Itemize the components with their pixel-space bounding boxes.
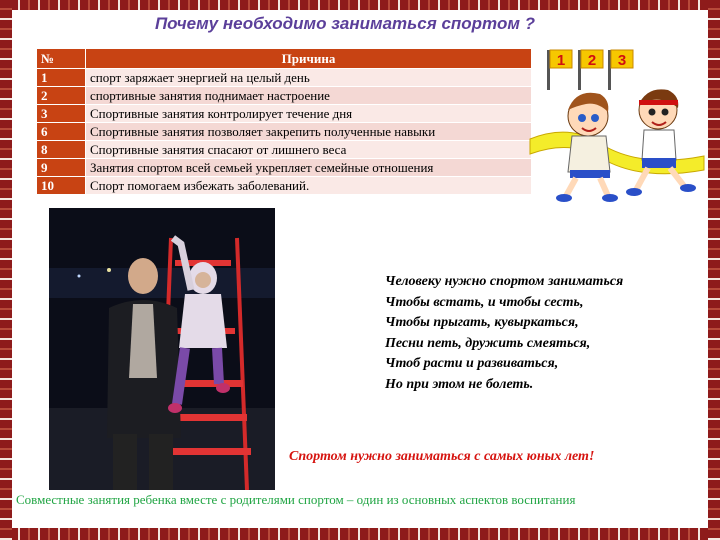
running-kids-illustration	[528, 44, 706, 204]
row-num: 1	[37, 69, 86, 87]
row-num: 6	[37, 123, 86, 141]
border-bottom	[0, 528, 720, 540]
reasons-table	[36, 48, 532, 195]
border-left	[0, 0, 12, 540]
border-right	[708, 0, 720, 540]
row-reason: Занятия спортом всей семьей укрепляет семейные отношения	[86, 159, 532, 177]
row-reason: Спорт помогаем избежать заболеваний.	[86, 177, 532, 195]
poem-line: Чтобы встать, и чтобы сесть,	[385, 294, 584, 310]
flag-3	[608, 50, 633, 90]
table-row	[37, 123, 532, 141]
row-reason: спортивные занятия поднимает настроение	[86, 87, 532, 105]
poem-line: Чтоб расти и развиваться,	[385, 356, 559, 371]
poem-line: Чтобы прыгать, кувыркаться,	[385, 315, 579, 330]
header-reason: Причина	[86, 49, 532, 69]
poem-line: Но при этом не болеть.	[385, 376, 534, 392]
family-photo	[49, 208, 275, 490]
table-header-row	[37, 49, 532, 69]
border-top	[0, 0, 720, 10]
row-num: 10	[37, 177, 86, 195]
svg-text:1: 1	[556, 52, 566, 69]
row-num: 2	[37, 87, 86, 105]
page-title: Почему необходимо заниматься спортом ?	[154, 14, 536, 33]
row-reason: Спортивные занятия позволяет закрепить полученные навыки	[86, 123, 532, 141]
slogan: Спортом нужно заниматься с самых юных лет!	[289, 449, 595, 464]
poem-line: Человеку нужно спортом заниматься	[385, 274, 624, 289]
row-num: 9	[37, 159, 86, 177]
poem	[385, 272, 705, 395]
poem-line: Песни петь, дружить смеяться,	[385, 335, 591, 351]
header-num: №	[37, 49, 86, 69]
finish-ribbon	[530, 132, 704, 174]
table-row	[37, 141, 532, 159]
row-num: 3	[37, 105, 86, 123]
svg-text:3: 3	[617, 52, 627, 69]
flag-2	[578, 50, 603, 90]
table-row	[37, 105, 532, 123]
table-row	[37, 87, 532, 105]
row-reason: спорт заряжает энергией на целый день	[86, 69, 532, 87]
footer-caption: Совместные занятия ребенка вместе с родителями спортом – один из основных аспектов воспитания	[16, 492, 576, 507]
row-reason: Спортивные занятия спасают от лишнего веса	[86, 141, 532, 159]
table-row	[37, 159, 532, 177]
row-reason: Спортивные занятия контролирует течение дня	[86, 105, 532, 123]
flag-1	[547, 50, 572, 90]
table-row	[37, 69, 532, 87]
boy-runner	[626, 89, 696, 196]
table-row	[37, 177, 532, 195]
svg-text:2: 2	[587, 52, 597, 69]
row-num: 8	[37, 141, 86, 159]
